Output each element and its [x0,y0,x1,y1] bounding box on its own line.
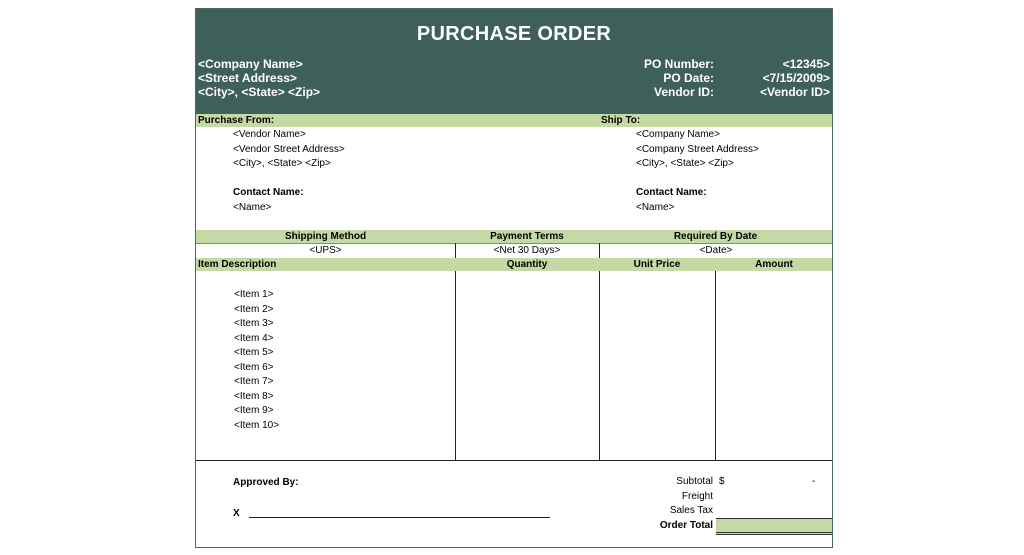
payment-terms-value: <Net 30 Days> [493,245,561,256]
col-unit-price: Unit Price [633,259,681,270]
list-item: <Item 3> [234,318,274,329]
ship-to-address-block [636,128,759,172]
document-title: PURCHASE ORDER [416,23,612,45]
po-date-value: <7/15/2009> [762,71,830,85]
list-item: <Item 10> [234,419,280,431]
items-col-line-1 [455,271,456,460]
items-col-line-2 [599,271,600,460]
company-street: <Street Address> [198,71,297,85]
payment-terms-label: Payment Terms [490,231,564,242]
vendor-address-block [233,128,345,172]
po-labels [644,57,714,99]
col-amount: Amount [755,259,793,270]
list-item: <Item 9> [234,405,274,416]
ship-to-label: Ship To: [601,115,641,126]
signature-line[interactable] [249,517,550,518]
subtotal-label: Subtotal [676,476,713,487]
vendor-id-value: <Vendor ID> [759,85,830,99]
order-total-field[interactable] [716,518,832,535]
signature-x-mark: X [233,508,240,519]
company-city-state-zip: <City>, <State> <Zip> [198,85,321,99]
po-number-value: <12345> [782,57,830,71]
items-list [234,288,279,433]
list-item: <Item 7> [234,376,274,387]
col-quantity: Quantity [506,259,548,270]
vendor-street: <Vendor Street Address> [233,143,345,155]
sales-tax-label: Sales Tax [669,505,713,516]
ship-to-company-name: <Company Name> [636,129,720,140]
company-name: <Company Name> [198,57,303,71]
vendor-contact-block [233,186,304,215]
items-col-line-3 [715,271,716,460]
totals-labels [660,475,713,533]
freight-label: Freight [681,490,713,502]
vendor-name: <Vendor Name> [233,129,306,140]
company-block [198,57,320,99]
list-item: <Item 1> [234,289,274,300]
header-band [196,9,832,114]
ship-to-contact-block [636,186,707,215]
vendor-contact-name: <Name> [233,201,272,213]
po-number-label: PO Number: [643,57,714,71]
list-item: <Item 6> [234,361,274,373]
vendor-contact-label: Contact Name: [233,187,304,198]
purchase-order-sheet [195,8,833,548]
required-by-value: <Date> [699,245,733,256]
ship-to-contact-label: Contact Name: [636,187,707,198]
vendor-id-label: Vendor ID: [653,85,714,99]
po-date-label: PO Date: [663,71,714,85]
po-values [760,57,830,99]
address-header-band [196,114,832,127]
list-item: <Item 8> [234,390,274,402]
list-item: <Item 5> [234,347,274,358]
required-by-label: Required By Date [673,231,758,242]
list-item: <Item 4> [234,332,274,344]
ship-to-contact-name: <Name> [636,201,675,213]
approved-by-label: Approved By: [233,477,299,488]
subtotal-value: - [812,476,816,487]
vendor-city-state-zip: <City>, <State> <Zip> [233,158,331,169]
purchase-from-label: Purchase From: [198,115,275,126]
list-item: <Item 2> [234,303,274,315]
items-bottom-line [196,460,832,461]
shipping-method-value: <UPS> [309,245,342,256]
order-total-label: Order Total [659,519,713,531]
ship-to-street: <Company Street Address> [636,143,759,155]
subtotal-currency: $ [719,476,725,487]
ship-to-city-state-zip: <City>, <State> <Zip> [636,158,734,169]
shipping-method-label: Shipping Method [284,231,367,242]
col-item-description: Item Description [198,259,277,270]
